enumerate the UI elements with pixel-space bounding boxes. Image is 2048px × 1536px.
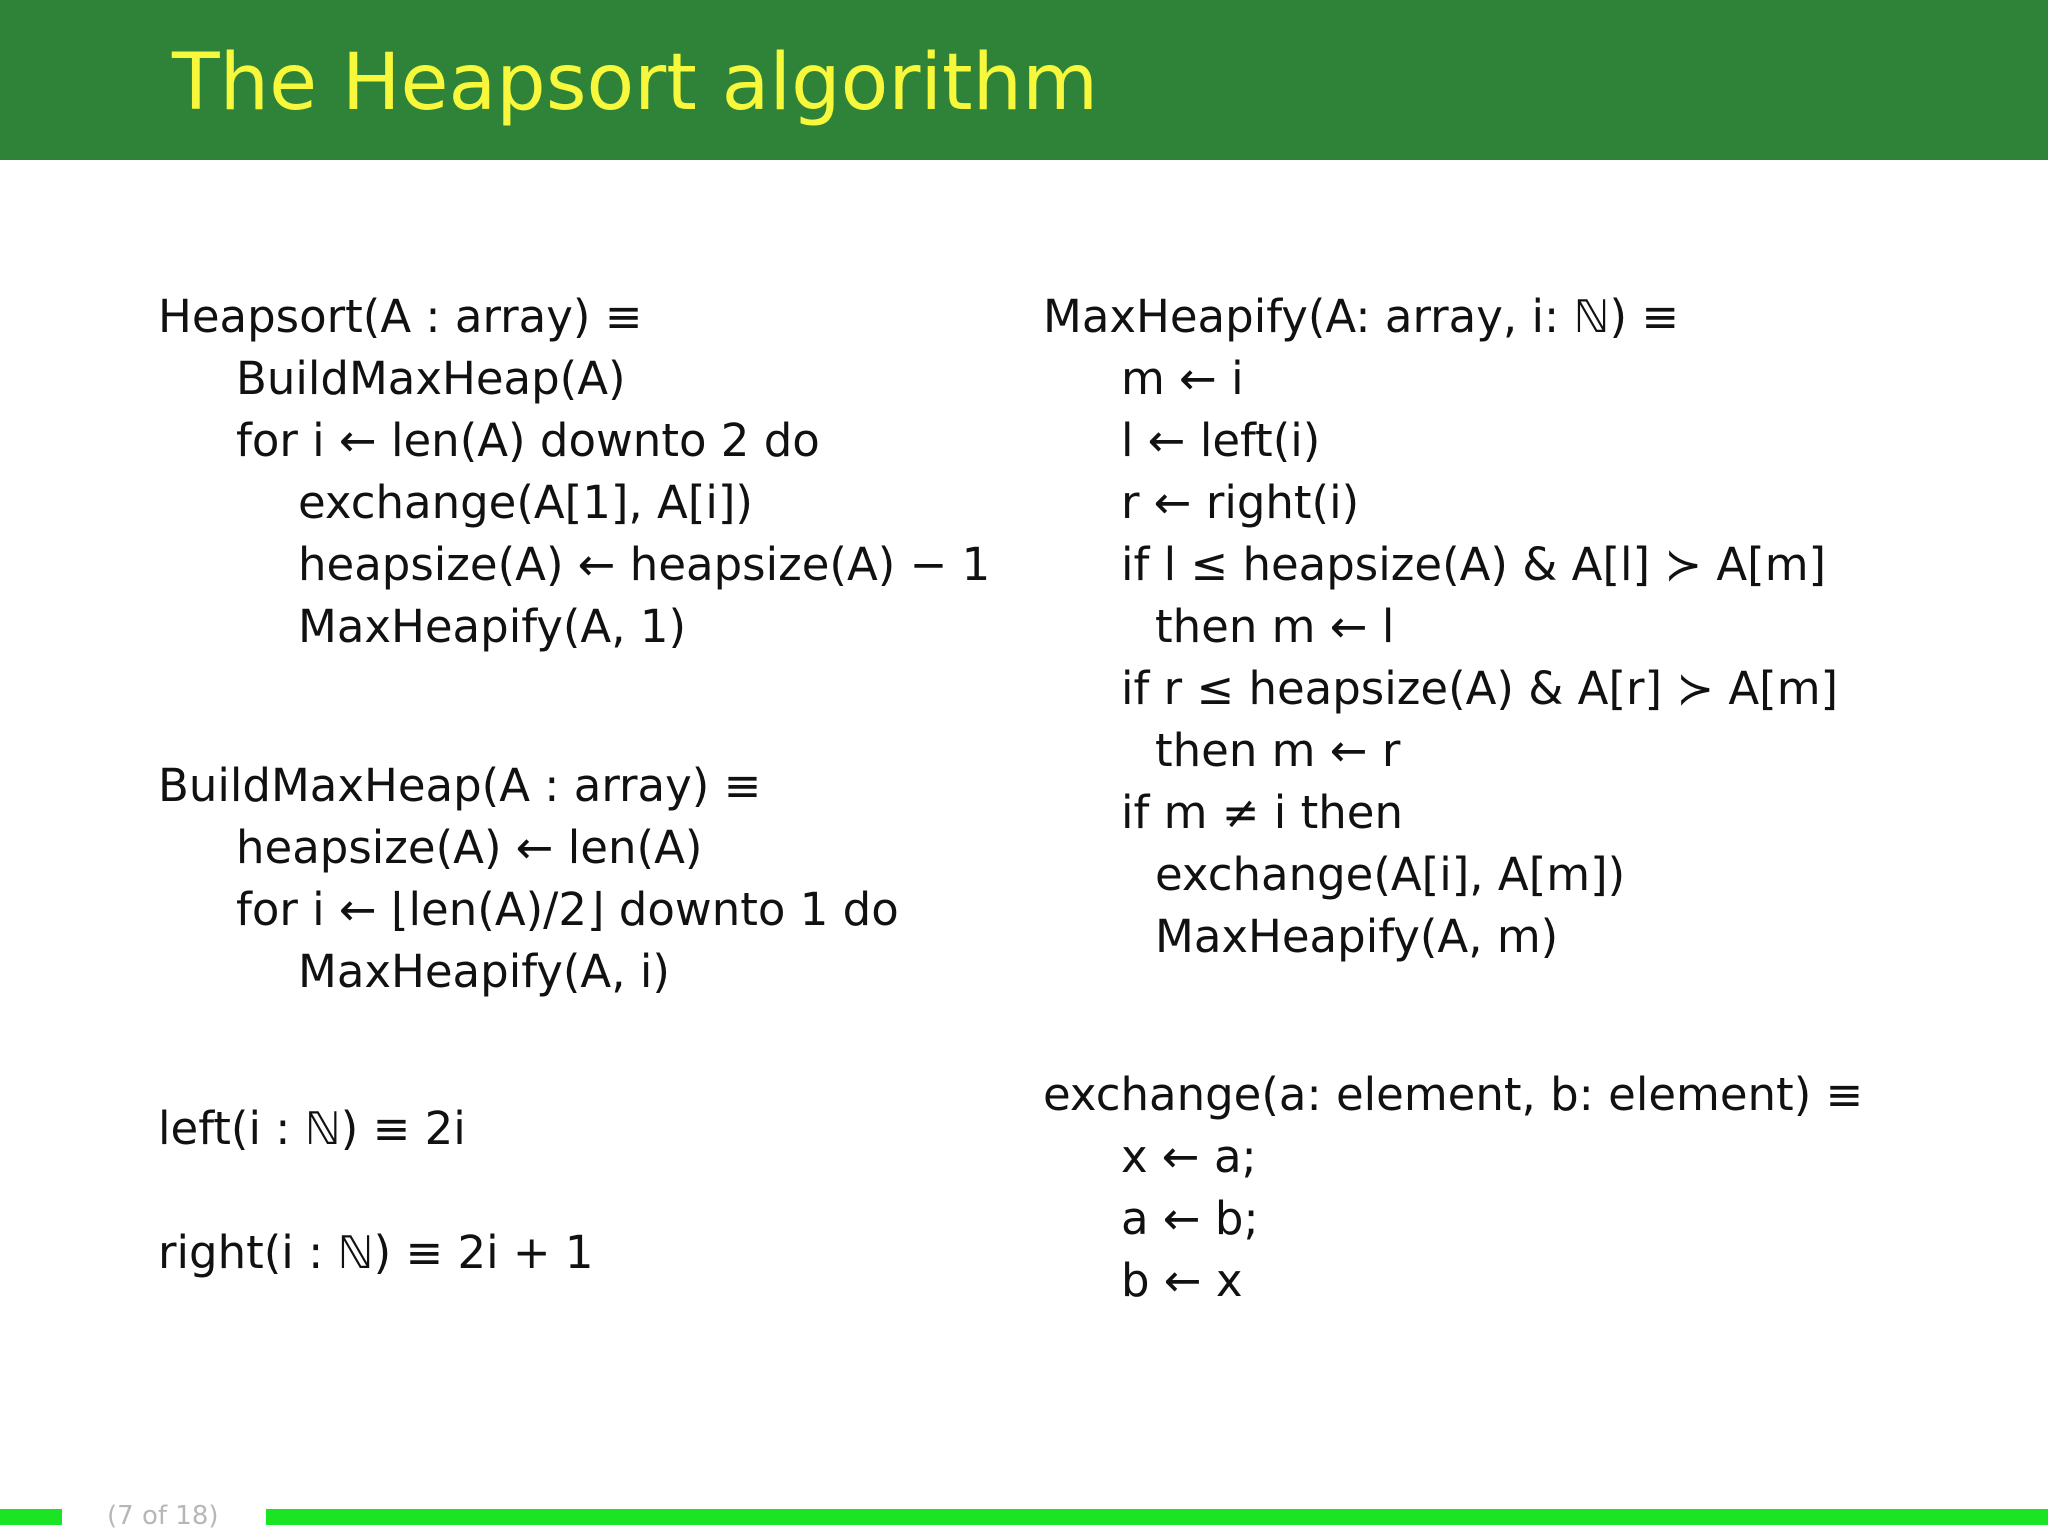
exchange-line-2: a ← b;	[1121, 1192, 1259, 1245]
max-heapify-line-9: exchange(A[i], A[m])	[1155, 848, 1626, 901]
right-definition: right(i : ℕ) ≡ 2i + 1	[158, 1226, 594, 1279]
max-heapify-line-6: if r ≤ heapsize(A) & A[r] ≻ A[m]	[1121, 662, 1839, 715]
heapsort-line-5: MaxHeapify(A, 1)	[298, 600, 687, 653]
build-max-heap-signature: BuildMaxHeap(A : array) ≡	[158, 759, 762, 812]
build-max-heap-line-2: for i ← ⌊len(A)/2⌋ downto 1 do	[236, 883, 899, 936]
exchange-line-3: b ← x	[1121, 1254, 1243, 1307]
right-def-block	[158, 1222, 594, 1284]
page-indicator: (7 of 18)	[107, 1501, 219, 1531]
max-heapify-line-1: m ← i	[1121, 352, 1244, 405]
exchange-signature: exchange(a: element, b: element) ≡	[1043, 1068, 1864, 1121]
heapsort-line-4: heapsize(A) ← heapsize(A) − 1	[298, 538, 991, 591]
build-max-heap-block	[158, 755, 899, 1003]
heapsort-signature: Heapsort(A : array) ≡	[158, 290, 643, 343]
left-definition: left(i : ℕ) ≡ 2i	[158, 1102, 466, 1155]
max-heapify-line-7: then m ← r	[1155, 724, 1401, 777]
footer-bar-left	[0, 1509, 62, 1525]
heapsort-line-1: BuildMaxHeap(A)	[236, 352, 626, 405]
max-heapify-line-8: if m ≠ i then	[1121, 786, 1403, 839]
heapsort-line-2: for i ← len(A) downto 2 do	[236, 414, 820, 467]
max-heapify-line-2: l ← left(i)	[1121, 414, 1321, 467]
heapsort-line-3: exchange(A[1], A[i])	[298, 476, 753, 529]
heapsort-block	[158, 286, 990, 658]
max-heapify-block	[1043, 286, 1838, 968]
left-def-block	[158, 1098, 466, 1160]
title-bar	[0, 0, 2048, 160]
build-max-heap-line-3: MaxHeapify(A, i)	[298, 945, 670, 998]
build-max-heap-line-1: heapsize(A) ← len(A)	[236, 821, 703, 874]
max-heapify-line-3: r ← right(i)	[1121, 476, 1360, 529]
footer-progress-bar	[266, 1509, 2048, 1525]
exchange-block	[1043, 1064, 1863, 1312]
max-heapify-line-4: if l ≤ heapsize(A) & A[l] ≻ A[m]	[1121, 538, 1827, 591]
exchange-line-1: x ← a;	[1121, 1130, 1257, 1183]
max-heapify-signature: MaxHeapify(A: array, i: ℕ) ≡	[1043, 290, 1680, 343]
max-heapify-line-5: then m ← l	[1155, 600, 1395, 653]
slide-title: The Heapsort algorithm	[172, 38, 1099, 128]
max-heapify-line-10: MaxHeapify(A, m)	[1155, 910, 1559, 963]
